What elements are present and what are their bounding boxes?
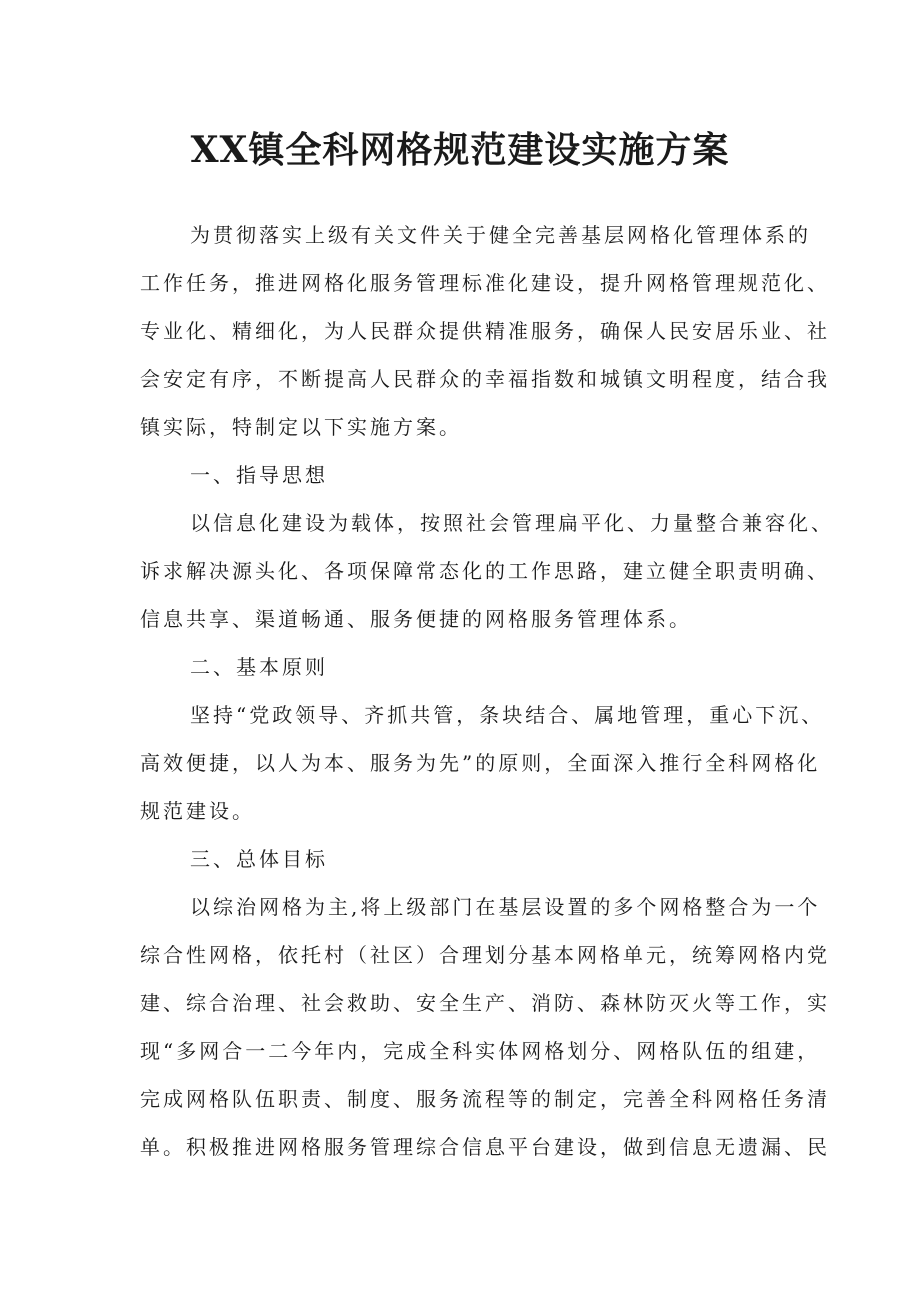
paragraph-line: 单。积极推进网格服务管理综合信息平台建设，做到信息无遗漏、民 xyxy=(140,1135,830,1159)
paragraph-line: 高效便捷，以人为本、服务为先”的原则，全面深入推行全科网格化 xyxy=(140,751,821,775)
paragraph-line: 信息共享、渠道畅通、服务便捷的网格服务管理体系。 xyxy=(140,607,692,631)
section-heading-basic-principles: 二、基本原则 xyxy=(190,655,328,679)
section-heading-guiding-thought: 一、指导思想 xyxy=(190,463,328,487)
paragraph-line: 以信息化建设为载体，按照社会管理扁平化、力量整合兼容化、 xyxy=(190,511,834,535)
paragraph-line: 规范建设。 xyxy=(140,799,255,823)
paragraph-line: 完成网格队伍职责、制度、服务流程等的制定，完善全科网格任务清 xyxy=(140,1087,830,1111)
paragraph-line: 以综治网格为主,将上级部门在基层设置的多个网格整合为一个 xyxy=(190,895,821,919)
paragraph-line: 综合性网格，依托村（社区）合理划分基本网格单元，统筹网格内党 xyxy=(140,943,830,967)
paragraph-line: 为贯彻落实上级有关文件关于健全完善基层网格化管理体系的 xyxy=(190,223,811,247)
document-title: XX镇全科网格规范建设实施方案 xyxy=(190,129,730,171)
paragraph-line: 坚持“党政领导、齐抓共管，条块结合、属地管理，重心下沉、 xyxy=(190,703,825,727)
paragraph-line: 现“多网合一二今年内，完成全科实体网格划分、网格队伍的组建， xyxy=(140,1039,821,1063)
paragraph-line: 工作任务，推进网格化服务管理标准化建设，提升网格管理规范化、 xyxy=(140,271,830,295)
paragraph-line: 镇实际，特制定以下实施方案。 xyxy=(140,415,462,439)
paragraph-line: 建、综合治理、社会救助、安全生产、消防、森林防灭火等工作，实 xyxy=(140,991,830,1015)
paragraph-line: 诉求解决源头化、各项保障常态化的工作思路，建立健全职责明确、 xyxy=(140,559,830,583)
section-heading-overall-goals: 三、总体目标 xyxy=(190,847,328,871)
paragraph-line: 专业化、精细化，为人民群众提供精准服务，确保人民安居乐业、社 xyxy=(140,319,830,343)
paragraph-line: 会安定有序，不断提高人民群众的幸福指数和城镇文明程度，结合我 xyxy=(140,367,830,391)
